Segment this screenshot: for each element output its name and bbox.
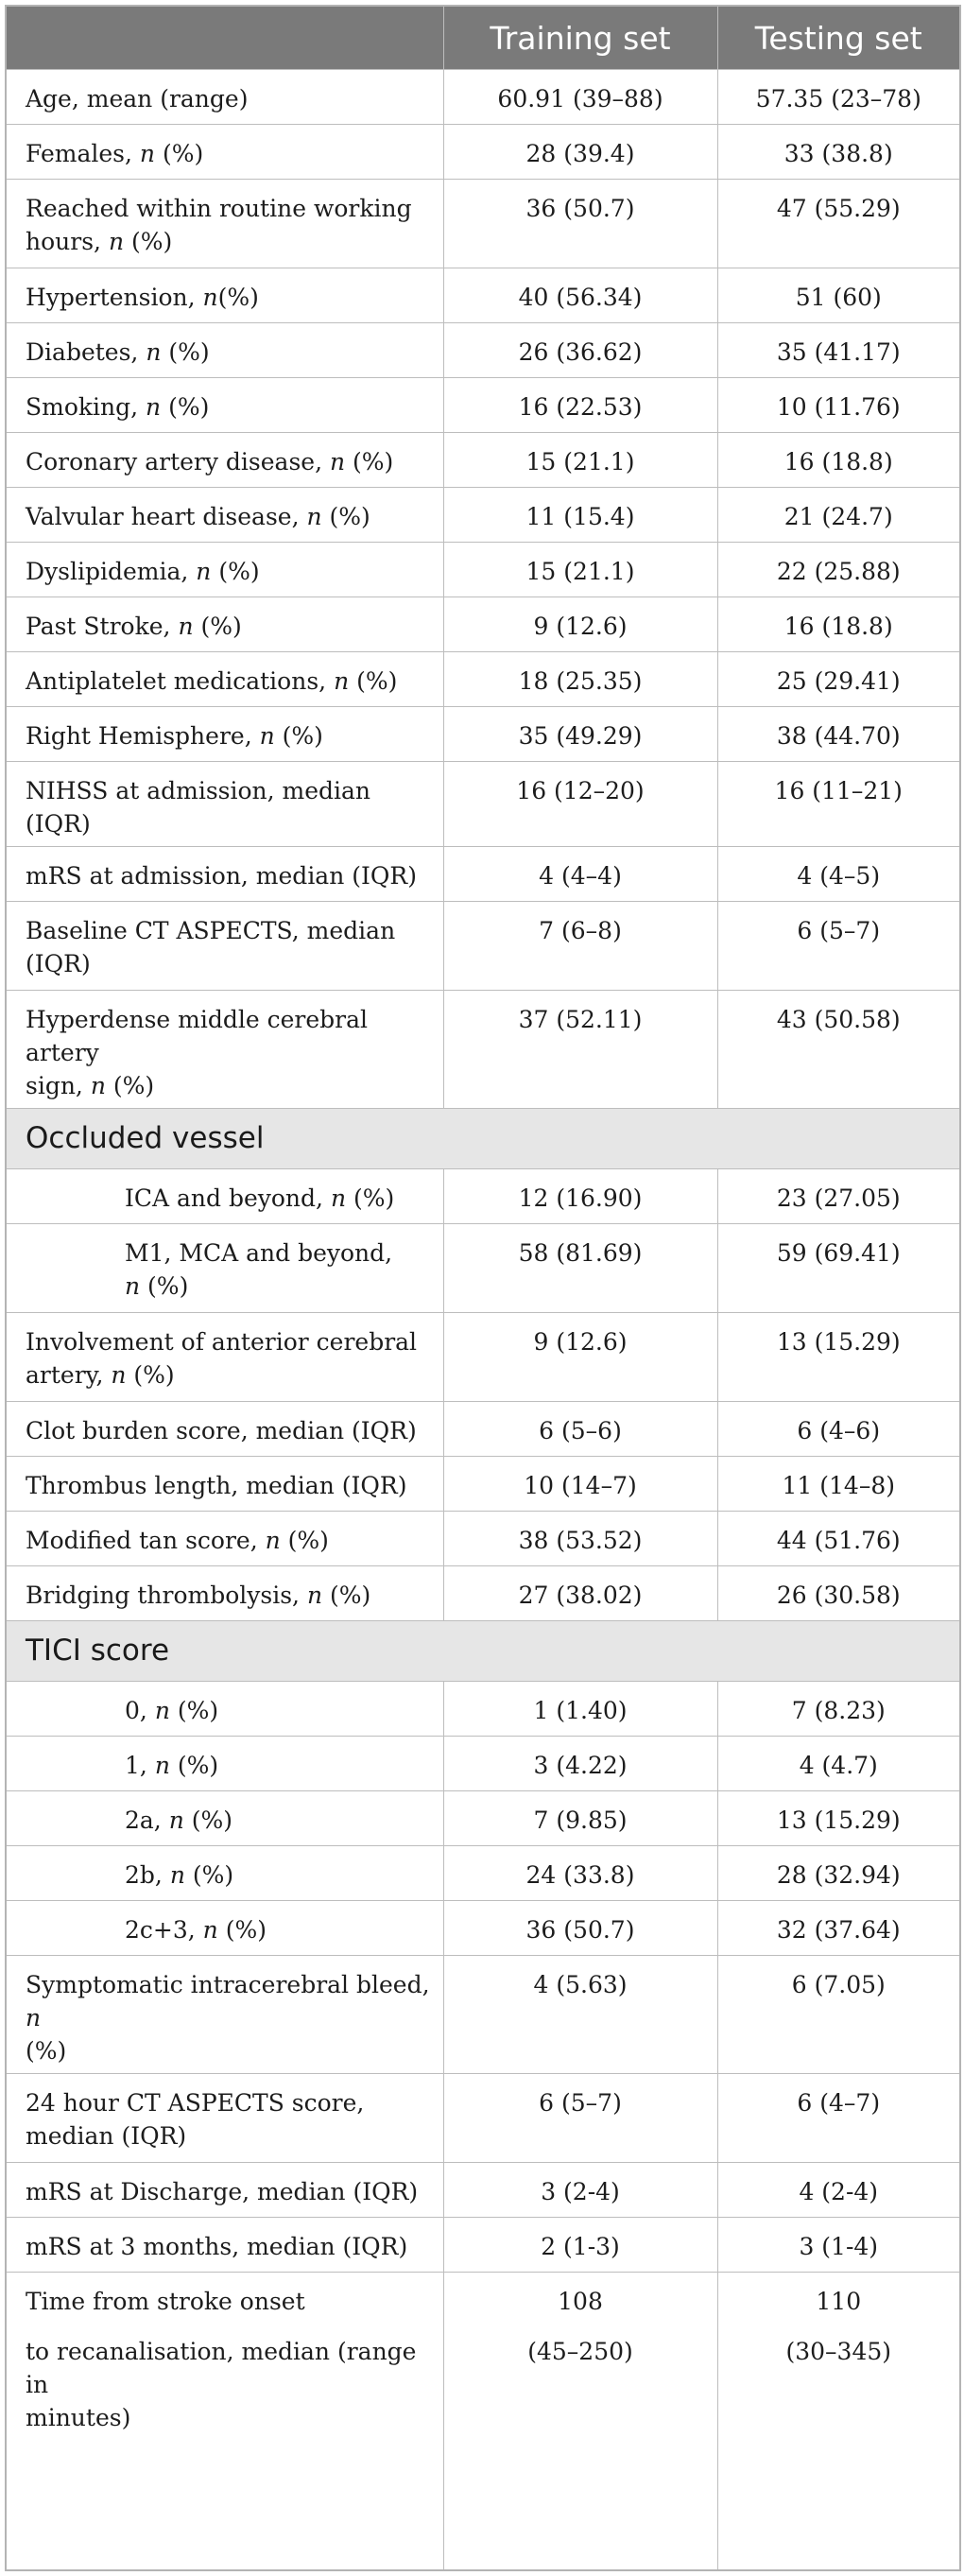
row-label: Smoking, n (%) bbox=[6, 378, 443, 433]
table-row bbox=[6, 323, 960, 378]
testing-value: 7 (8.23) bbox=[717, 1682, 960, 1737]
testing-value: 4 (4–5) bbox=[717, 847, 960, 902]
testing-value: 16 (11–21) bbox=[717, 762, 960, 847]
training-value: 9 (12.6) bbox=[443, 597, 717, 652]
section-header-tici-score bbox=[6, 1621, 960, 1682]
testing-value: 6 (4–6) bbox=[717, 1402, 960, 1457]
row-label: Dyslipidemia, n (%) bbox=[6, 543, 443, 597]
testing-value: 21 (24.7) bbox=[717, 488, 960, 543]
testing-value: 6 (5–7) bbox=[717, 902, 960, 991]
row-label: Antiplatelet medications, n (%) bbox=[6, 652, 443, 707]
header-testing-set: Testing set bbox=[717, 6, 960, 70]
header-blank bbox=[6, 6, 443, 70]
training-value: 37 (52.11) bbox=[443, 991, 717, 1109]
testing-value: 43 (50.58) bbox=[717, 991, 960, 1109]
table-row bbox=[6, 597, 960, 652]
testing-value: 16 (18.8) bbox=[717, 433, 960, 488]
training-value: 9 (12.6) bbox=[443, 1313, 717, 1402]
table-row bbox=[6, 1457, 960, 1512]
table-row bbox=[6, 1566, 960, 1621]
testing-value: 32 (37.64) bbox=[717, 1901, 960, 1956]
row-label: 0, n (%) bbox=[6, 1682, 443, 1737]
row-label: Thrombus length, median (IQR) bbox=[6, 1457, 443, 1512]
row-label: Baseline CT ASPECTS, median (IQR) bbox=[6, 902, 443, 991]
table-row bbox=[6, 652, 960, 707]
testing-value: 23 (27.05) bbox=[717, 1169, 960, 1224]
table-row bbox=[6, 1956, 960, 2074]
training-value: 16 (12–20) bbox=[443, 762, 717, 847]
testing-value: 13 (15.29) bbox=[717, 1791, 960, 1846]
testing-value: 22 (25.88) bbox=[717, 543, 960, 597]
row-label: mRS at Discharge, median (IQR) bbox=[6, 2163, 443, 2218]
training-value: 4 (5.63) bbox=[443, 1956, 717, 2074]
training-value: 38 (53.52) bbox=[443, 1512, 717, 1566]
table-row bbox=[6, 488, 960, 543]
row-label: 24 hour CT ASPECTS score, median (IQR) bbox=[6, 2074, 443, 2163]
row-label: Symptomatic intracerebral bleed, n (%) bbox=[6, 1956, 443, 2074]
testing-value: 6 (7.05) bbox=[717, 1956, 960, 2074]
training-value: 4 (4–4) bbox=[443, 847, 717, 902]
training-value: 18 (25.35) bbox=[443, 652, 717, 707]
section-header-occluded-vessel bbox=[6, 1109, 960, 1169]
training-value: 10 (14–7) bbox=[443, 1457, 717, 1512]
testing-value: 59 (69.41) bbox=[717, 1224, 960, 1313]
table-row bbox=[6, 125, 960, 180]
table-row bbox=[6, 433, 960, 488]
table-row bbox=[6, 1846, 960, 1901]
row-label: Hyperdense middle cerebral artery sign, n (%) bbox=[6, 991, 443, 1109]
testing-value: 11 (14–8) bbox=[717, 1457, 960, 1512]
characteristics-table bbox=[5, 5, 961, 2571]
row-label: Females, n (%) bbox=[6, 125, 443, 180]
table-row bbox=[6, 707, 960, 762]
testing-value: 35 (41.17) bbox=[717, 323, 960, 378]
training-value: 6 (5–6) bbox=[443, 1402, 717, 1457]
row-label: 1, n (%) bbox=[6, 1737, 443, 1791]
training-value: 2 (1-3) bbox=[443, 2218, 717, 2273]
row-label: Age, mean (range) bbox=[6, 70, 443, 125]
training-value: 27 (38.02) bbox=[443, 1566, 717, 1621]
testing-value: 4 (4.7) bbox=[717, 1737, 960, 1791]
training-value: 3 (2-4) bbox=[443, 2163, 717, 2218]
testing-value: 6 (4–7) bbox=[717, 2074, 960, 2163]
testing-value: 3 (1-4) bbox=[717, 2218, 960, 2273]
table-row bbox=[6, 1512, 960, 1566]
table-row bbox=[6, 180, 960, 268]
training-value: 108 (45–250) bbox=[443, 2273, 717, 2571]
table-row bbox=[6, 2074, 960, 2163]
training-value: 12 (16.90) bbox=[443, 1169, 717, 1224]
row-label: 2a, n (%) bbox=[6, 1791, 443, 1846]
training-value: 7 (6–8) bbox=[443, 902, 717, 991]
row-label: NIHSS at admission, median (IQR) bbox=[6, 762, 443, 847]
row-label: mRS at 3 months, median (IQR) bbox=[6, 2218, 443, 2273]
testing-value: 16 (18.8) bbox=[717, 597, 960, 652]
table-row bbox=[6, 1313, 960, 1402]
row-label: Diabetes, n (%) bbox=[6, 323, 443, 378]
testing-value: 110 (30–345) bbox=[717, 2273, 960, 2571]
testing-value: 13 (15.29) bbox=[717, 1313, 960, 1402]
table-row bbox=[6, 2218, 960, 2273]
row-label: Valvular heart disease, n (%) bbox=[6, 488, 443, 543]
training-value: 15 (21.1) bbox=[443, 433, 717, 488]
testing-value: 44 (51.76) bbox=[717, 1512, 960, 1566]
training-value: 7 (9.85) bbox=[443, 1791, 717, 1846]
row-label: M1, MCA and beyond, n (%) bbox=[6, 1224, 443, 1313]
row-label: 2b, n (%) bbox=[6, 1846, 443, 1901]
testing-value: 47 (55.29) bbox=[717, 180, 960, 268]
testing-value: 38 (44.70) bbox=[717, 707, 960, 762]
training-value: 36 (50.7) bbox=[443, 180, 717, 268]
table-row bbox=[6, 1402, 960, 1457]
table-row bbox=[6, 378, 960, 433]
table-row bbox=[6, 1791, 960, 1846]
testing-value: 26 (30.58) bbox=[717, 1566, 960, 1621]
training-value: 6 (5–7) bbox=[443, 2074, 717, 2163]
testing-value: 28 (32.94) bbox=[717, 1846, 960, 1901]
training-value: 28 (39.4) bbox=[443, 125, 717, 180]
row-label: ICA and beyond, n (%) bbox=[6, 1169, 443, 1224]
table-row bbox=[6, 70, 960, 125]
table-row bbox=[6, 543, 960, 597]
training-value: 35 (49.29) bbox=[443, 707, 717, 762]
training-value: 16 (22.53) bbox=[443, 378, 717, 433]
training-value: 26 (36.62) bbox=[443, 323, 717, 378]
row-label: Clot burden score, median (IQR) bbox=[6, 1402, 443, 1457]
table-row bbox=[6, 2163, 960, 2218]
row-label: Involvement of anterior cerebral artery, n (%) bbox=[6, 1313, 443, 1402]
training-value: 40 (56.34) bbox=[443, 268, 717, 323]
training-value: 24 (33.8) bbox=[443, 1846, 717, 1901]
training-value: 60.91 (39–88) bbox=[443, 70, 717, 125]
row-label: Coronary artery disease, n (%) bbox=[6, 433, 443, 488]
row-label: Time from stroke onset to recanalisation, median (range in minutes) bbox=[6, 2273, 443, 2571]
table-row bbox=[6, 1682, 960, 1737]
header-row bbox=[6, 6, 960, 70]
testing-value: 25 (29.41) bbox=[717, 652, 960, 707]
header-training-set: Training set bbox=[443, 6, 717, 70]
table-row bbox=[6, 1737, 960, 1791]
row-label: 2c+3, n (%) bbox=[6, 1901, 443, 1956]
training-value: 15 (21.1) bbox=[443, 543, 717, 597]
section-title: TICI score bbox=[6, 1621, 960, 1682]
row-label: Reached within routine working hours, n (%) bbox=[6, 180, 443, 268]
table-row bbox=[6, 902, 960, 991]
table-row bbox=[6, 847, 960, 902]
table-row bbox=[6, 991, 960, 1109]
training-value: 11 (15.4) bbox=[443, 488, 717, 543]
testing-value: 10 (11.76) bbox=[717, 378, 960, 433]
testing-value: 33 (38.8) bbox=[717, 125, 960, 180]
testing-value: 51 (60) bbox=[717, 268, 960, 323]
table-row bbox=[6, 1901, 960, 1956]
row-label: Past Stroke, n (%) bbox=[6, 597, 443, 652]
table-row bbox=[6, 268, 960, 323]
testing-value: 57.35 (23–78) bbox=[717, 70, 960, 125]
row-label: Modified tan score, n (%) bbox=[6, 1512, 443, 1566]
training-value: 36 (50.7) bbox=[443, 1901, 717, 1956]
training-value: 1 (1.40) bbox=[443, 1682, 717, 1737]
row-label: Bridging thrombolysis, n (%) bbox=[6, 1566, 443, 1621]
testing-value: 4 (2-4) bbox=[717, 2163, 960, 2218]
table-row bbox=[6, 762, 960, 847]
row-label: Right Hemisphere, n (%) bbox=[6, 707, 443, 762]
table-row bbox=[6, 1169, 960, 1224]
table-row-time-to-recanalisation bbox=[6, 2273, 960, 2571]
row-label: Hypertension, n(%) bbox=[6, 268, 443, 323]
row-label: mRS at admission, median (IQR) bbox=[6, 847, 443, 902]
training-value: 3 (4.22) bbox=[443, 1737, 717, 1791]
table-row bbox=[6, 1224, 960, 1313]
training-value: 58 (81.69) bbox=[443, 1224, 717, 1313]
section-title: Occluded vessel bbox=[6, 1109, 960, 1169]
